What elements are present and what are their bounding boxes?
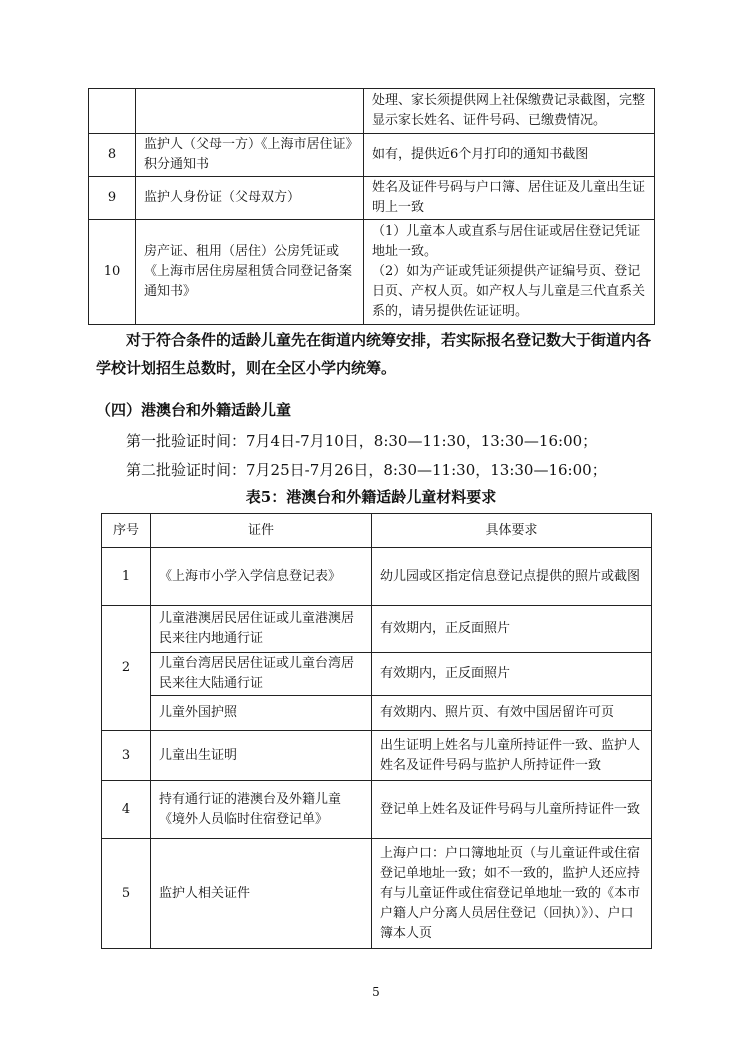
requirement-cell: 如有，提供近6个月打印的通知书截图 [364,134,655,177]
row-number: 10 [89,220,136,325]
cert-cell: 儿童台湾居民居住证或儿童台湾居民来往大陆通行证 [151,653,372,696]
row-number: 2 [102,606,151,731]
requirement-cell: 上海户口：户口簿地址页（与儿童证件或住宿登记单地址一致；如不一致的，监护人还应持有与儿童证件或住宿登记单地址一致的《本市户籍人户分离人员居住登记（回执）》）、户口簿本人页 [372,839,652,949]
row-number: 5 [102,839,151,949]
requirement-cell: 有效期内，正反面照片 [372,653,652,696]
requirement-cell: 有效期内，正反面照片 [372,606,652,653]
cert-cell: 监护人相关证件 [151,839,372,949]
cert-cell: 监护人（父母一方）《上海市居住证》积分通知书 [136,134,364,177]
table-row [89,220,655,325]
table-row [102,839,652,949]
requirement-cell: 出生证明上姓名与儿童所持证件一致、监护人姓名及证件号码与监护人所持证件一致 [372,731,652,781]
table-row [102,653,652,696]
table-4-continuation [88,88,655,325]
section-heading: （四）港澳台和外籍适龄儿童 [96,401,292,419]
cert-cell: 监护人身份证（父母双方） [136,177,364,220]
cert-cell: 儿童港澳居民居住证或儿童港澳居民来往内地通行证 [151,606,372,653]
table-row [89,134,655,177]
requirement-cell: 登记单上姓名及证件号码与儿童所持证件一致 [372,781,652,839]
row-number: 1 [102,548,151,606]
row-number [89,89,136,134]
row-number: 9 [89,177,136,220]
table-row [102,696,652,731]
cert-cell: 持有通行证的港澳台及外籍儿童《境外人员临时住宿登记单》 [151,781,372,839]
table-title: 表5：港澳台和外籍适龄儿童材料要求 [245,488,497,506]
table-5 [101,513,652,949]
cert-cell: 儿童外国护照 [151,696,372,731]
table-header-row [102,514,652,548]
table-row [102,606,652,653]
row-number: 8 [89,134,136,177]
requirement-cell: 幼儿园或区指定信息登记点提供的照片或截图 [372,548,652,606]
row-number: 4 [102,781,151,839]
row-number: 3 [102,731,151,781]
table-row [102,548,652,606]
header-cell: 证件 [151,514,372,548]
paragraph: 对于符合条件的适龄儿童先在街道内统筹安排，若实际报名登记数大于街道内各学校计划招生总数时，则在全区小学内统筹。 [96,331,652,377]
cert-cell [136,89,364,134]
cert-cell: 房产证、租用（居住）公房凭证或《上海市居住房屋租赁合同登记备案通知书》 [136,220,364,325]
requirement-cell: 处理、家长须提供网上社保缴费记录截图，完整显示家长姓名、证件号码、已缴费情况。 [364,89,655,134]
batch-2-time: 第二批验证时间：7月25日-7月26日，8:30—11:30，13:30—16:00； [126,461,607,479]
table-row [102,731,652,781]
requirement-cell: 有效期内、照片页、有效中国居留许可页 [372,696,652,731]
cert-cell: 《上海市小学入学信息登记表》 [151,548,372,606]
header-cell: 具体要求 [372,514,652,548]
requirement-item: （1）儿童本人或直系与居住证或居住登记凭证地址一致。 [372,224,641,259]
page-number: 5 [372,985,380,999]
table-row [89,177,655,220]
batch-1-time: 第一批验证时间：7月4日-7月10日，8:30—11:30，13:30—16:00； [126,432,598,450]
requirement-item: （2）如为产证或凭证须提供产证编号页、登记日页、产权人页。如产权人与儿童是三代直系关系的，请另提供佐证证明。 [372,264,646,319]
cert-cell: 儿童出生证明 [151,731,372,781]
requirement-cell: 姓名及证件号码与户口簿、居住证及儿童出生证明上一致 [364,177,655,220]
table-row [89,89,655,134]
requirement-cell [364,220,655,325]
table-row [102,781,652,839]
header-cell: 序号 [102,514,151,548]
